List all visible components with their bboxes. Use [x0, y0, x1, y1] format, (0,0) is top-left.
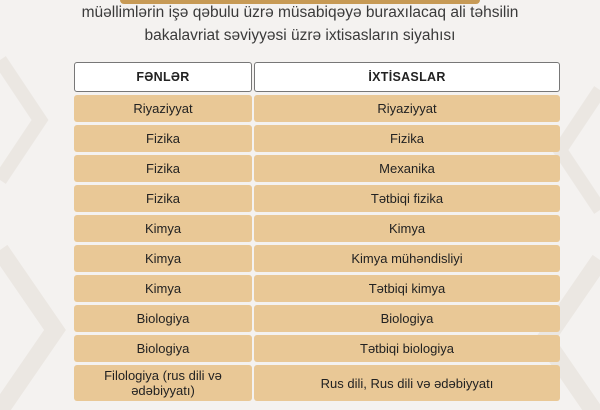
subject-cell: Kimya [74, 245, 252, 272]
specialty-cell: Tətbiqi kimya [254, 275, 560, 302]
table-row [74, 245, 560, 272]
subject-cell: Riyaziyyat [74, 95, 252, 122]
specialty-cell: Kimya mühəndisliyi [254, 245, 560, 272]
subject-cell: Fizika [74, 125, 252, 152]
subject-cell: Fizika [74, 185, 252, 212]
subject-cell: Kimya [74, 215, 252, 242]
header-specialties: İXTİSASLAR [254, 62, 560, 92]
specialty-cell: Tətbiqi biologiya [254, 335, 560, 362]
table-row [74, 305, 560, 332]
table-row [74, 275, 560, 302]
table-row [74, 365, 560, 401]
specialty-cell: Mexanika [254, 155, 560, 182]
heading-line-2: bakalavriat səviyyəsi üzrə ixtisasların siyahısı [144, 27, 456, 44]
table-row [74, 95, 560, 122]
subject-cell: Biologiya [74, 335, 252, 362]
table-row [74, 215, 560, 242]
specialty-cell: Riyaziyyat [254, 95, 560, 122]
table-header-row [74, 62, 560, 92]
subject-cell: Filologiya (rus dili və ədəbiyyatı) [74, 365, 252, 401]
specialty-cell: Fizika [254, 125, 560, 152]
table-row [74, 155, 560, 182]
specialty-cell: Rus dili, Rus dili və ədəbiyyatı [254, 365, 560, 401]
table-row [74, 185, 560, 212]
specialty-cell: Biologiya [254, 305, 560, 332]
specialties-table [72, 59, 562, 404]
header-subjects: FƏNLƏR [74, 62, 252, 92]
subject-cell: Kimya [74, 275, 252, 302]
subject-cell: Fizika [74, 155, 252, 182]
subject-cell: Biologiya [74, 305, 252, 332]
table-row [74, 335, 560, 362]
heading-line-1: müəllimlərin işə qəbulu üzrə müsabiqəyə buraxılacaq ali təhsilin [81, 4, 519, 21]
specialty-cell: Tətbiqi fizika [254, 185, 560, 212]
table-row [74, 125, 560, 152]
specialty-cell: Kimya [254, 215, 560, 242]
